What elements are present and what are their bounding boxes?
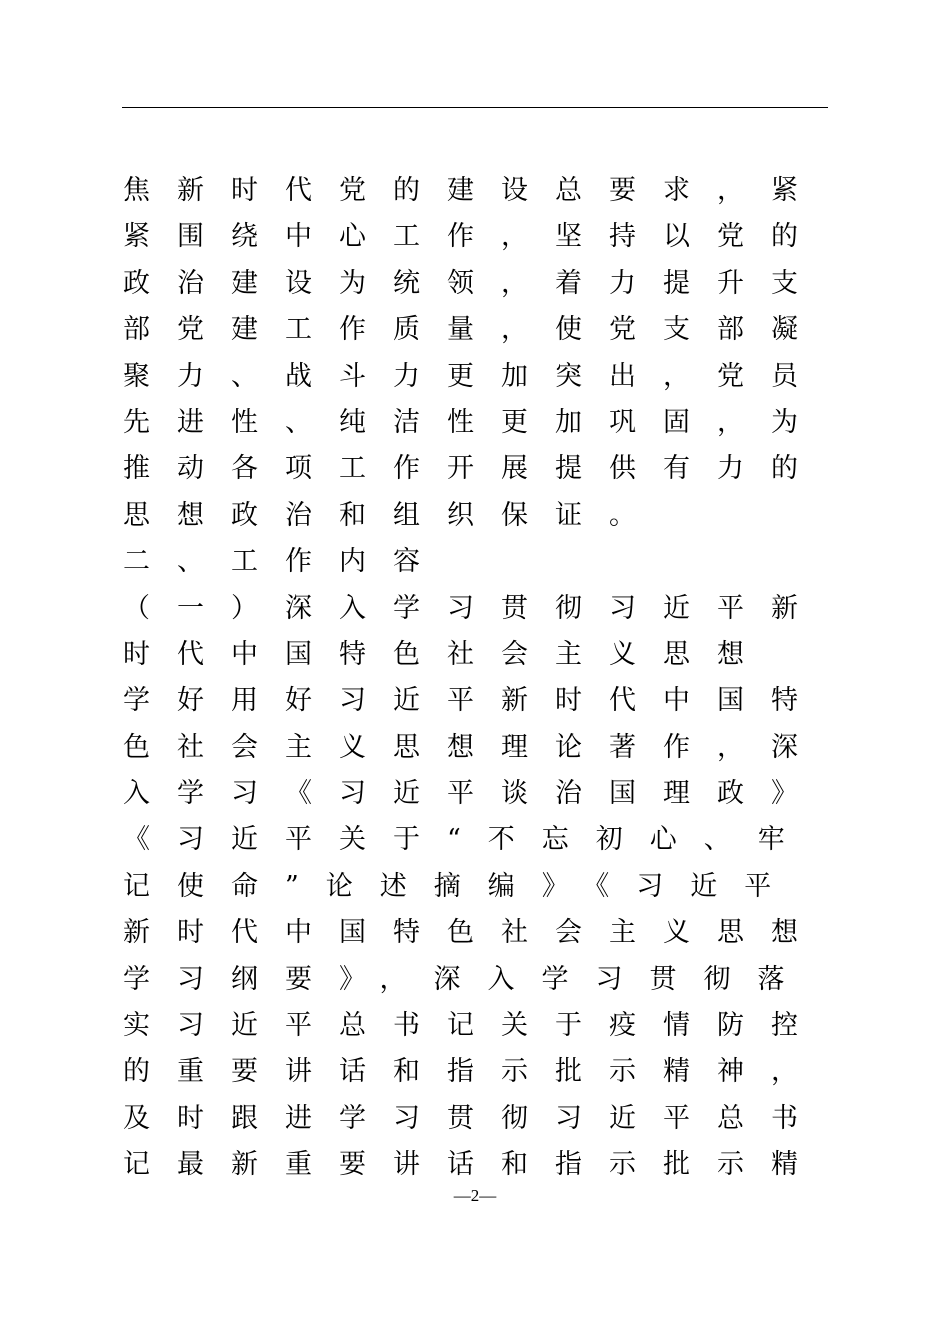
text-line: 学好用好习近平新时代中国特 bbox=[123, 685, 825, 717]
page-number: —2— bbox=[453, 1186, 497, 1205]
text-line: 记使命”论述摘编》《习近平 bbox=[123, 870, 799, 902]
text-line: 焦新时代党的建设总要求，紧 bbox=[123, 175, 825, 206]
header-rule bbox=[122, 107, 828, 108]
text-line: 紧围绕中心工作，坚持以党的 bbox=[123, 221, 825, 253]
text-line: 的重要讲话和指示批示精神， bbox=[123, 1056, 825, 1088]
text-line: 聚力、战斗力更加突出，党员 bbox=[123, 360, 825, 392]
text-line: 政治建设为统领，着力提升支 bbox=[123, 267, 825, 299]
text-line: 色社会主义思想理论著作，深 bbox=[123, 731, 825, 763]
text-line: 先进性、纯洁性更加巩固，为 bbox=[123, 406, 825, 438]
text-line: 部党建工作质量，使党支部凝 bbox=[123, 314, 825, 346]
text-line: 新时代中国特色社会主义思想 bbox=[123, 917, 825, 949]
text-line: 及时跟进学习贯彻习近平总书 bbox=[123, 1102, 825, 1134]
text-line: 记最新重要讲话和指示批示精 bbox=[123, 1149, 825, 1181]
subsection-heading: 时代中国特色社会主义思想 bbox=[123, 638, 771, 670]
text-line: 《习近平关于“不忘初心、牢 bbox=[123, 824, 812, 856]
text-line: 入学习《习近平谈治国理政》 bbox=[123, 778, 825, 810]
body-text bbox=[123, 168, 828, 1189]
text-line: 实习近平总书记关于疫情防控 bbox=[123, 1010, 825, 1042]
text-line: 推动各项工作开展提供有力的 bbox=[123, 453, 825, 485]
text-line: 思想政治和组织保证。 bbox=[123, 499, 663, 531]
text-line: 学习纲要》，深入学习贯彻落 bbox=[123, 963, 812, 995]
section-heading: 二、工作内容 bbox=[123, 546, 447, 578]
subsection-heading: （一）深入学习贯彻习近平新 bbox=[123, 592, 825, 624]
